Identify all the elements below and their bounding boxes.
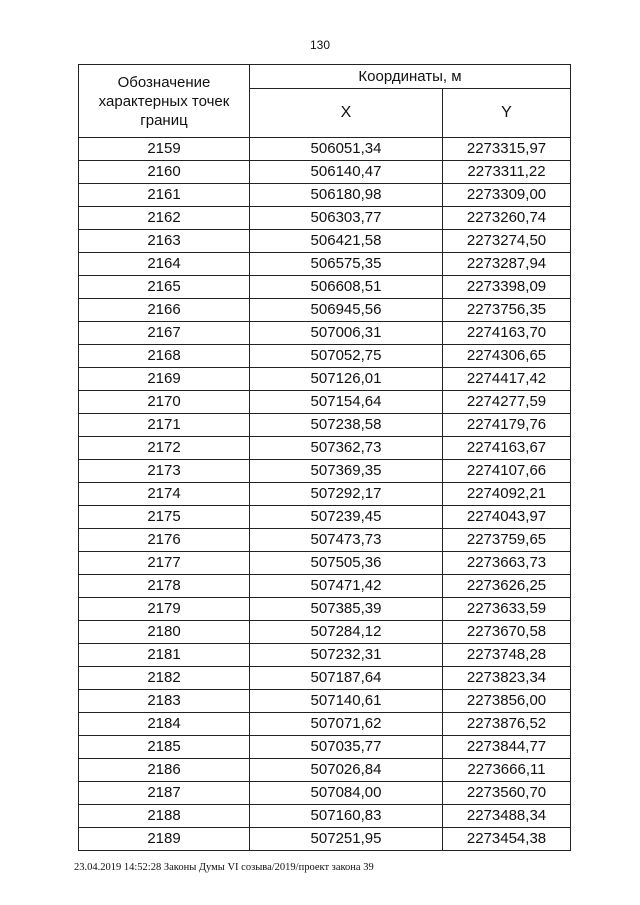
point-id-cell: 2186: [79, 759, 250, 782]
y-coordinate-cell: 2273398,09: [443, 276, 571, 299]
point-id-cell: 2159: [79, 138, 250, 161]
x-header: X: [250, 89, 443, 138]
x-coordinate-cell: 507140,61: [250, 690, 443, 713]
x-coordinate-cell: 506180,98: [250, 184, 443, 207]
x-coordinate-cell: 506608,51: [250, 276, 443, 299]
table-row: [79, 322, 571, 345]
table-row: [79, 598, 571, 621]
table-row: [79, 506, 571, 529]
x-coordinate-cell: 507006,31: [250, 322, 443, 345]
table-row: [79, 437, 571, 460]
x-coordinate-cell: 507026,84: [250, 759, 443, 782]
y-coordinate-cell: 2273876,52: [443, 713, 571, 736]
point-id-cell: 2168: [79, 345, 250, 368]
y-coordinate-cell: 2274043,97: [443, 506, 571, 529]
y-coordinate-cell: 2273856,00: [443, 690, 571, 713]
point-id-cell: 2166: [79, 299, 250, 322]
table-row: [79, 345, 571, 368]
table-header: [79, 65, 571, 138]
coordinates-table: [78, 64, 571, 851]
table-row: [79, 230, 571, 253]
table-row: [79, 667, 571, 690]
point-id-cell: 2164: [79, 253, 250, 276]
y-coordinate-cell: 2273260,74: [443, 207, 571, 230]
x-coordinate-cell: 507251,95: [250, 828, 443, 851]
table-row: [79, 138, 571, 161]
y-coordinate-cell: 2273287,94: [443, 253, 571, 276]
table-body: [79, 138, 571, 851]
x-coordinate-cell: 507473,73: [250, 529, 443, 552]
table-row: [79, 184, 571, 207]
point-id-cell: 2173: [79, 460, 250, 483]
x-coordinate-cell: 506051,34: [250, 138, 443, 161]
point-id-cell: 2162: [79, 207, 250, 230]
y-coordinate-cell: 2274306,65: [443, 345, 571, 368]
x-coordinate-cell: 507154,64: [250, 391, 443, 414]
y-coordinate-cell: 2273488,34: [443, 805, 571, 828]
point-id-cell: 2177: [79, 552, 250, 575]
table-row: [79, 759, 571, 782]
y-coordinate-cell: 2273823,34: [443, 667, 571, 690]
table-row: [79, 299, 571, 322]
table-row: [79, 690, 571, 713]
table-row: [79, 207, 571, 230]
x-coordinate-cell: 507084,00: [250, 782, 443, 805]
y-coordinate-cell: 2273670,58: [443, 621, 571, 644]
table-row: [79, 828, 571, 851]
x-coordinate-cell: 507292,17: [250, 483, 443, 506]
point-id-cell: 2172: [79, 437, 250, 460]
point-id-cell: 2188: [79, 805, 250, 828]
x-coordinate-cell: 507471,42: [250, 575, 443, 598]
point-id-cell: 2169: [79, 368, 250, 391]
x-coordinate-cell: 507362,73: [250, 437, 443, 460]
point-id-cell: 2176: [79, 529, 250, 552]
table-row: [79, 713, 571, 736]
point-id-cell: 2161: [79, 184, 250, 207]
x-coordinate-cell: 506140,47: [250, 161, 443, 184]
y-coordinate-cell: 2273626,25: [443, 575, 571, 598]
table-row: [79, 805, 571, 828]
table-row: [79, 575, 571, 598]
table-row: [79, 483, 571, 506]
point-id-cell: 2183: [79, 690, 250, 713]
point-id-cell: 2174: [79, 483, 250, 506]
y-coordinate-cell: 2273756,35: [443, 299, 571, 322]
x-coordinate-cell: 506421,58: [250, 230, 443, 253]
point-id-cell: 2185: [79, 736, 250, 759]
table-row: [79, 460, 571, 483]
x-coordinate-cell: 507369,35: [250, 460, 443, 483]
point-id-cell: 2181: [79, 644, 250, 667]
point-id-cell: 2179: [79, 598, 250, 621]
table-row: [79, 644, 571, 667]
point-id-cell: 2165: [79, 276, 250, 299]
point-id-cell: 2167: [79, 322, 250, 345]
designation-header: Обозначение характерных точек границ: [79, 65, 250, 138]
x-coordinate-cell: 507284,12: [250, 621, 443, 644]
x-coordinate-cell: 506945,56: [250, 299, 443, 322]
y-coordinate-cell: 2274107,66: [443, 460, 571, 483]
table-row: [79, 736, 571, 759]
table-row: [79, 161, 571, 184]
page-number: 130: [309, 38, 331, 52]
table-row: [79, 391, 571, 414]
y-coordinate-cell: 2273454,38: [443, 828, 571, 851]
y-coordinate-cell: 2273274,50: [443, 230, 571, 253]
point-id-cell: 2187: [79, 782, 250, 805]
point-id-cell: 2178: [79, 575, 250, 598]
y-coordinate-cell: 2273315,97: [443, 138, 571, 161]
x-coordinate-cell: 507505,36: [250, 552, 443, 575]
x-coordinate-cell: 507160,83: [250, 805, 443, 828]
y-coordinate-cell: 2273309,00: [443, 184, 571, 207]
table-row: [79, 529, 571, 552]
table-row: [79, 276, 571, 299]
y-coordinate-cell: 2274179,76: [443, 414, 571, 437]
y-coordinate-cell: 2273666,11: [443, 759, 571, 782]
x-coordinate-cell: 507126,01: [250, 368, 443, 391]
footer-stamp: 23.04.2019 14:52:28 Законы Думы VI созыва/2019/проект закона 39: [74, 862, 374, 873]
x-coordinate-cell: 507239,45: [250, 506, 443, 529]
y-coordinate-cell: 2273844,77: [443, 736, 571, 759]
table-row: [79, 414, 571, 437]
x-coordinate-cell: 507232,31: [250, 644, 443, 667]
y-coordinate-cell: 2273663,73: [443, 552, 571, 575]
x-coordinate-cell: 506575,35: [250, 253, 443, 276]
y-coordinate-cell: 2274092,21: [443, 483, 571, 506]
table-row: [79, 621, 571, 644]
y-coordinate-cell: 2274163,70: [443, 322, 571, 345]
y-coordinate-cell: 2273759,65: [443, 529, 571, 552]
point-id-cell: 2189: [79, 828, 250, 851]
y-coordinate-cell: 2273633,59: [443, 598, 571, 621]
x-coordinate-cell: 507071,62: [250, 713, 443, 736]
x-coordinate-cell: 507238,58: [250, 414, 443, 437]
y-coordinate-cell: 2274277,59: [443, 391, 571, 414]
coordinates-header: Координаты, м: [250, 65, 571, 89]
table-row: [79, 782, 571, 805]
y-coordinate-cell: 2274163,67: [443, 437, 571, 460]
table-row: [79, 253, 571, 276]
y-coordinate-cell: 2273748,28: [443, 644, 571, 667]
y-coordinate-cell: 2273560,70: [443, 782, 571, 805]
x-coordinate-cell: 507187,64: [250, 667, 443, 690]
y-coordinate-cell: 2273311,22: [443, 161, 571, 184]
point-id-cell: 2171: [79, 414, 250, 437]
point-id-cell: 2184: [79, 713, 250, 736]
y-header: Y: [443, 89, 571, 138]
table-row: [79, 552, 571, 575]
point-id-cell: 2170: [79, 391, 250, 414]
x-coordinate-cell: 507385,39: [250, 598, 443, 621]
x-coordinate-cell: 506303,77: [250, 207, 443, 230]
y-coordinate-cell: 2274417,42: [443, 368, 571, 391]
table-row: [79, 368, 571, 391]
point-id-cell: 2163: [79, 230, 250, 253]
point-id-cell: 2180: [79, 621, 250, 644]
point-id-cell: 2175: [79, 506, 250, 529]
x-coordinate-cell: 507052,75: [250, 345, 443, 368]
point-id-cell: 2182: [79, 667, 250, 690]
point-id-cell: 2160: [79, 161, 250, 184]
x-coordinate-cell: 507035,77: [250, 736, 443, 759]
